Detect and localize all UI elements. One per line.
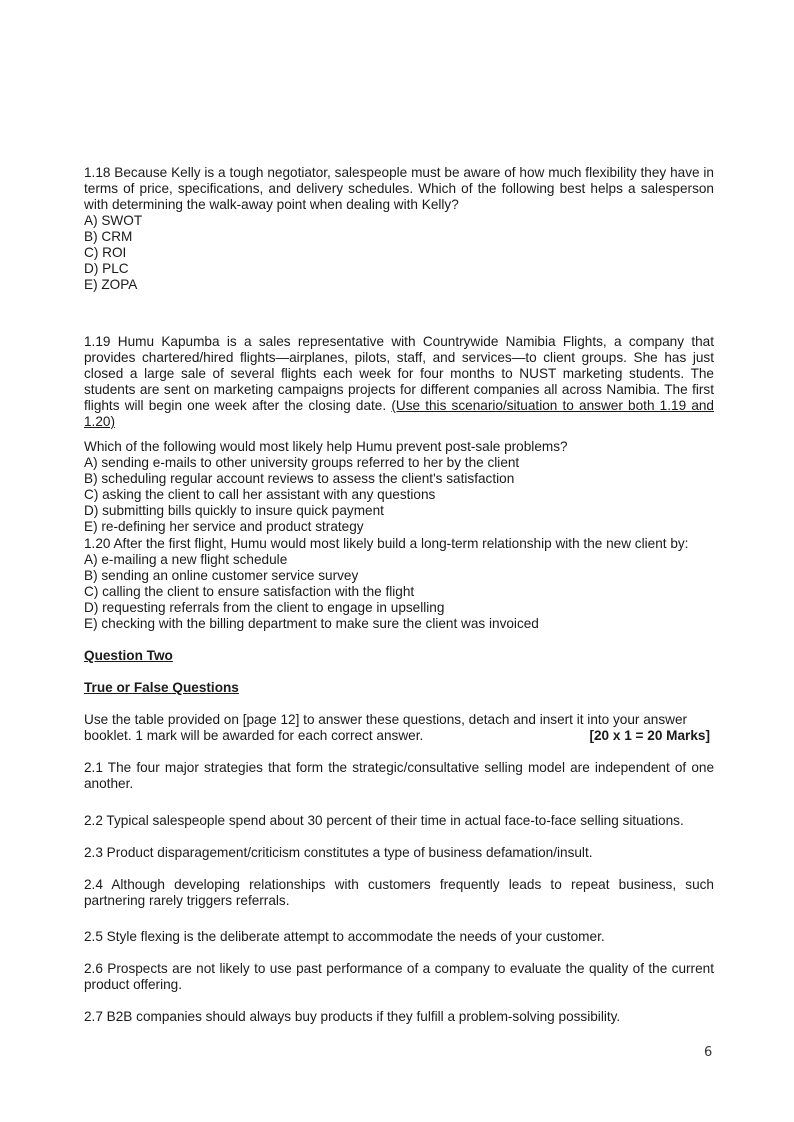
option: E) checking with the billing department to make sure the client was invoiced bbox=[84, 616, 539, 631]
instructions bbox=[84, 712, 712, 744]
option: E) ZOPA bbox=[84, 277, 138, 292]
option: B) CRM bbox=[84, 229, 133, 244]
tf-item: 2.2 Typical salespeople spend about 30 percent of their time in actual face-to-face selling situations. bbox=[84, 813, 684, 828]
option: C) ROI bbox=[84, 245, 127, 260]
tf-item: 2.5 Style flexing is the deliberate attempt to accommodate the needs of your customer. bbox=[84, 929, 605, 944]
instructions-row bbox=[84, 728, 712, 744]
option: E) re-defining her service and product strategy bbox=[84, 519, 364, 534]
scenario-note: (Use this scenario/situation to answer both 1.19 and 1.20) bbox=[84, 398, 714, 429]
question-1-19 bbox=[84, 439, 714, 535]
tf-item: 2.3 Product disparagement/criticism constitutes a type of business defamation/insult. bbox=[84, 845, 593, 860]
question-1-20 bbox=[84, 536, 714, 632]
option: A) e-mailing a new flight schedule bbox=[84, 552, 288, 567]
tf-item: 2.1 The four major strategies that form the strategic/consultative selling model are independent of one another. bbox=[84, 760, 714, 791]
option: D) requesting referrals from the client to engage in upselling bbox=[84, 600, 445, 615]
option: A) SWOT bbox=[84, 213, 143, 228]
instructions-line: booklet. 1 mark will be awarded for each correct answer. bbox=[84, 728, 424, 743]
question-stem: 1.18 Because Kelly is a tough negotiator, salespeople must be aware of how much flexibility they have in terms of price, specifications, and delivery schedules. Which of the following best helps a salesperson with determining the walk-away point when dealing with Kelly? bbox=[84, 165, 714, 212]
instructions-line: Use the table provided on [page 12] to answer these questions, detach and insert it into your answer bbox=[84, 712, 688, 727]
question-1-18 bbox=[84, 165, 714, 293]
tf-item: 2.7 B2B companies should always buy products if they fulfill a problem-solving possibility. bbox=[84, 1009, 621, 1024]
option: C) calling the client to ensure satisfaction with the flight bbox=[84, 584, 415, 599]
option: D) PLC bbox=[84, 261, 129, 276]
tf-item: 2.4 Although developing relationships with customers frequently leads to repeat business, such partnering rarely triggers referrals. bbox=[84, 877, 714, 908]
section-subheading-wrap bbox=[84, 680, 714, 696]
tf-item: 2.6 Prospects are not likely to use past performance of a company to evaluate the quality of the current product offering. bbox=[84, 961, 714, 992]
marks-allocation: [20 x 1 = 20 Marks] bbox=[589, 728, 710, 743]
option: B) sending an online customer service survey bbox=[84, 568, 359, 583]
section-heading-wrap bbox=[84, 648, 714, 664]
question-1-19-scenario bbox=[84, 334, 714, 430]
section-subheading: True or False Questions bbox=[84, 680, 239, 695]
section-heading: Question Two bbox=[84, 648, 173, 663]
option: B) scheduling regular account reviews to assess the client's satisfaction bbox=[84, 471, 515, 486]
option: A) sending e-mails to other university groups referred to her by the client bbox=[84, 455, 520, 470]
scenario-text: 1.19 Humu Kapumba is a sales representative with Countrywide Namibia Flights, a company that provides chartered/hired flights—airplanes, pilots, staff, and services—to client groups. She has just closed a large sale of several flights each week for four months to NUST marketing students. The students are sent on marketing campaigns projects for different companies all across Namibia. The first flights will begin one week after the closing date. bbox=[84, 334, 714, 413]
question-stem: 1.20 After the first flight, Humu would most likely build a long-term relationship with the new client by: bbox=[84, 536, 689, 551]
page-number: 6 bbox=[704, 1045, 713, 1060]
option: C) asking the client to call her assistant with any questions bbox=[84, 487, 436, 502]
question-stem: Which of the following would most likely help Humu prevent post-sale problems? bbox=[84, 439, 568, 454]
option: D) submitting bills quickly to insure quick payment bbox=[84, 503, 384, 518]
